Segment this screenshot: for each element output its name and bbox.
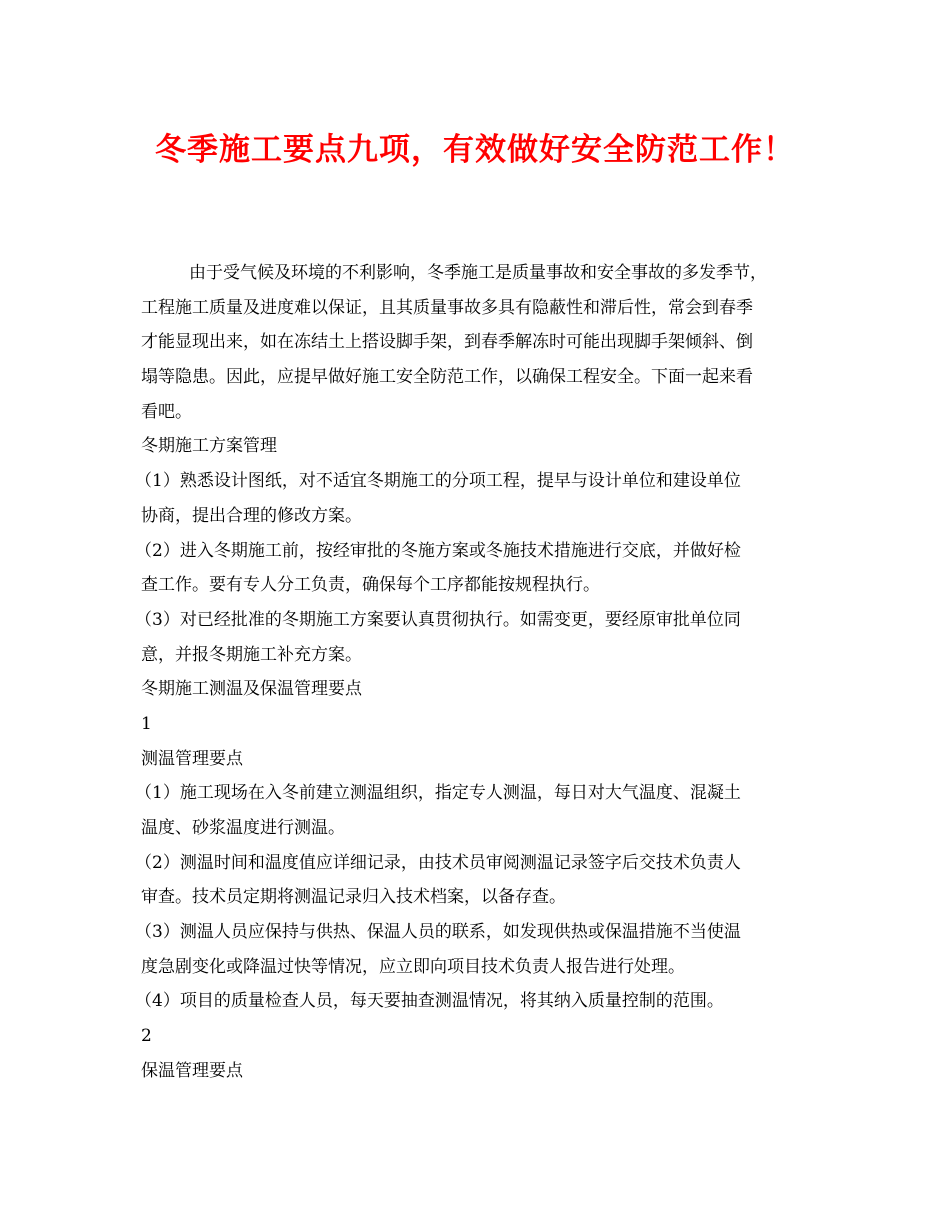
list-item-line: 意，并报冬期施工补充方案。 [141,644,362,665]
list-item-line: （3）对已经批准的冬期施工方案要认真贯彻执行。如需变更，要经原审批单位同 [135,609,741,630]
list-item-line: （2）进入冬期施工前，按经审批的冬施方案或冬施技术措施进行交底，并做好检 [135,540,741,561]
list-item-line: 协商，提出合理的修改方案。 [141,505,362,526]
section-heading: 冬期施工测温及保温管理要点 [141,679,362,700]
paragraph-line: 由于受气候及环境的不利影响，冬季施工是质量事故和安全事故的多发季节， [189,263,767,283]
list-item-line: （1）施工现场在入冬前建立测温组织，指定专人测温，每日对大气温度、混凝土 [135,783,741,804]
subsection-heading: 保温管理要点 [141,1060,243,1081]
section-number: 1 [141,713,152,734]
paragraph-line: 才能显现出来，如在冻结土上搭设脚手架，到春季解冻时可能出现脚手架倾斜、倒 [141,332,753,353]
list-item-line: 度急剧变化或降温过快等情况，应立即向项目技术负责人报告进行处理。 [141,956,685,977]
paragraph-line: 看吧。 [141,401,192,422]
section-heading: 冬期施工方案管理 [141,436,277,457]
document-title: 冬季施工要点九项，有效做好安全防范工作！ [155,132,795,168]
paragraph-line: 塌等隐患。因此，应提早做好施工安全防范工作，以确保工程安全。下面一起来看 [141,367,753,388]
subsection-heading: 测温管理要点 [141,748,243,769]
section-number: 2 [141,1026,152,1047]
list-item-line: 审查。技术员定期将测温记录归入技术档案，以备存查。 [141,887,566,908]
list-item-line: 温度、砂浆温度进行测温。 [141,818,345,838]
document-body [135,256,821,1089]
paragraph-line: 工程施工质量及进度难以保证，且其质量事故多具有隐蔽性和滞后性，常会到春季 [141,297,753,318]
list-item-line: （4）项目的质量检查人员，每天要抽查测温情况，将其纳入质量控制的范围。 [135,991,724,1012]
list-item-line: （3）测温人员应保持与供热、保温人员的联系，如发现供热或保温措施不当使温 [135,922,741,943]
list-item-line: （1）熟悉设计图纸，对不适宜冬期施工的分项工程，提早与设计单位和建设单位 [135,471,741,492]
list-item-line: （2）测温时间和温度值应详细记录，由技术员审阅测温记录签字后交技术负责人 [135,852,741,873]
list-item-line: 查工作。要有专人分工负责，确保每个工序都能按规程执行。 [141,575,600,596]
